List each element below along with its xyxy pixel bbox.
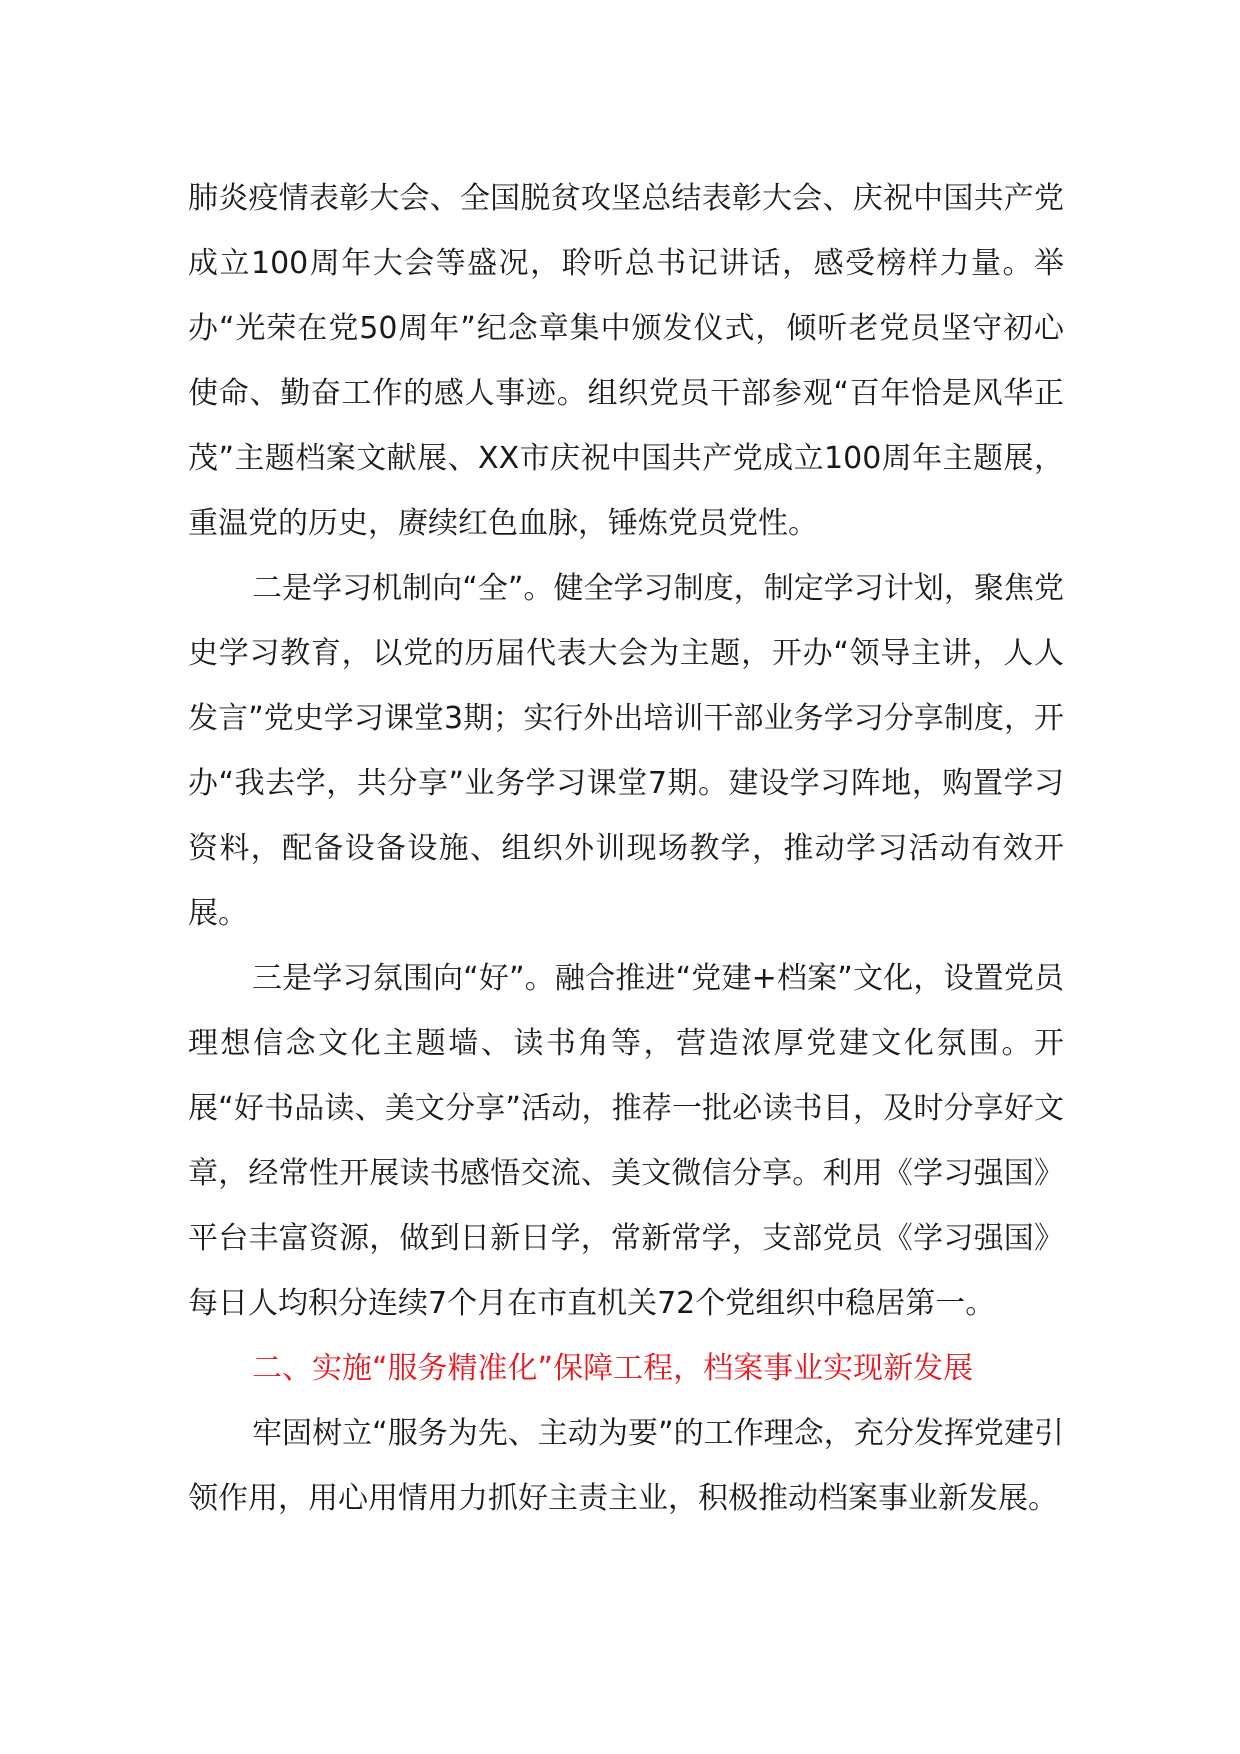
section-heading: 二、实施“服务精准化”保障工程，档案事业实现新发展	[252, 1351, 974, 1386]
paragraph-learning-atmosphere: 三是学习氛围向“好”。融合推进“党建+档案”文化，设置党员理想信念文化主题墙、读书角等，营造浓厚党建文化氛围。开展“好书品读、美文分享”活动，推荐一批必读书目，及时分享好文章，经常性开展读书感悟交流、美文微信分享。利用《学习强国》平台丰富资源，做到日新日学，常新常学，支部党员《学习强国》每日人均积分连续7个月在市直机关72个党组织中稳居第一。	[188, 961, 1064, 1321]
paragraph-continuation: 肺炎疫情表彰大会、全国脱贫攻坚总结表彰大会、庆祝中国共产党成立100周年大会等盛况，聆听总书记讲话，感受榜样力量。举办“光荣在党50周年”纪念章集中颁发仪式，倾听老党员坚守初心使命、勤奋工作的感人事迹。组织党员干部参观“百年恰是风华正茂”主题档案文献展、XX市庆祝中国共产党成立100周年主题展，重温党的历史，赓续红色血脉，锤炼党员党性。	[188, 181, 1064, 541]
document-page	[188, 166, 1064, 1531]
paragraph-learning-mechanism: 二是学习机制向“全”。健全学习制度，制定学习计划，聚焦党史学习教育，以党的历届代表大会为主题，开办“领导主讲，人人发言”党史学习课堂3期；实行外出培训干部业务学习分享制度，开办“我去学，共分享”业务学习课堂7期。建设学习阵地，购置学习资料，配备设备设施、组织外训现场教学，推动学习活动有效开展。	[188, 571, 1064, 931]
paragraph-service-intro: 牢固树立“服务为先、主动为要”的工作理念，充分发挥党建引领作用，用心用情用力抓好主责主业，积极推动档案事业新发展。	[188, 1416, 1064, 1516]
